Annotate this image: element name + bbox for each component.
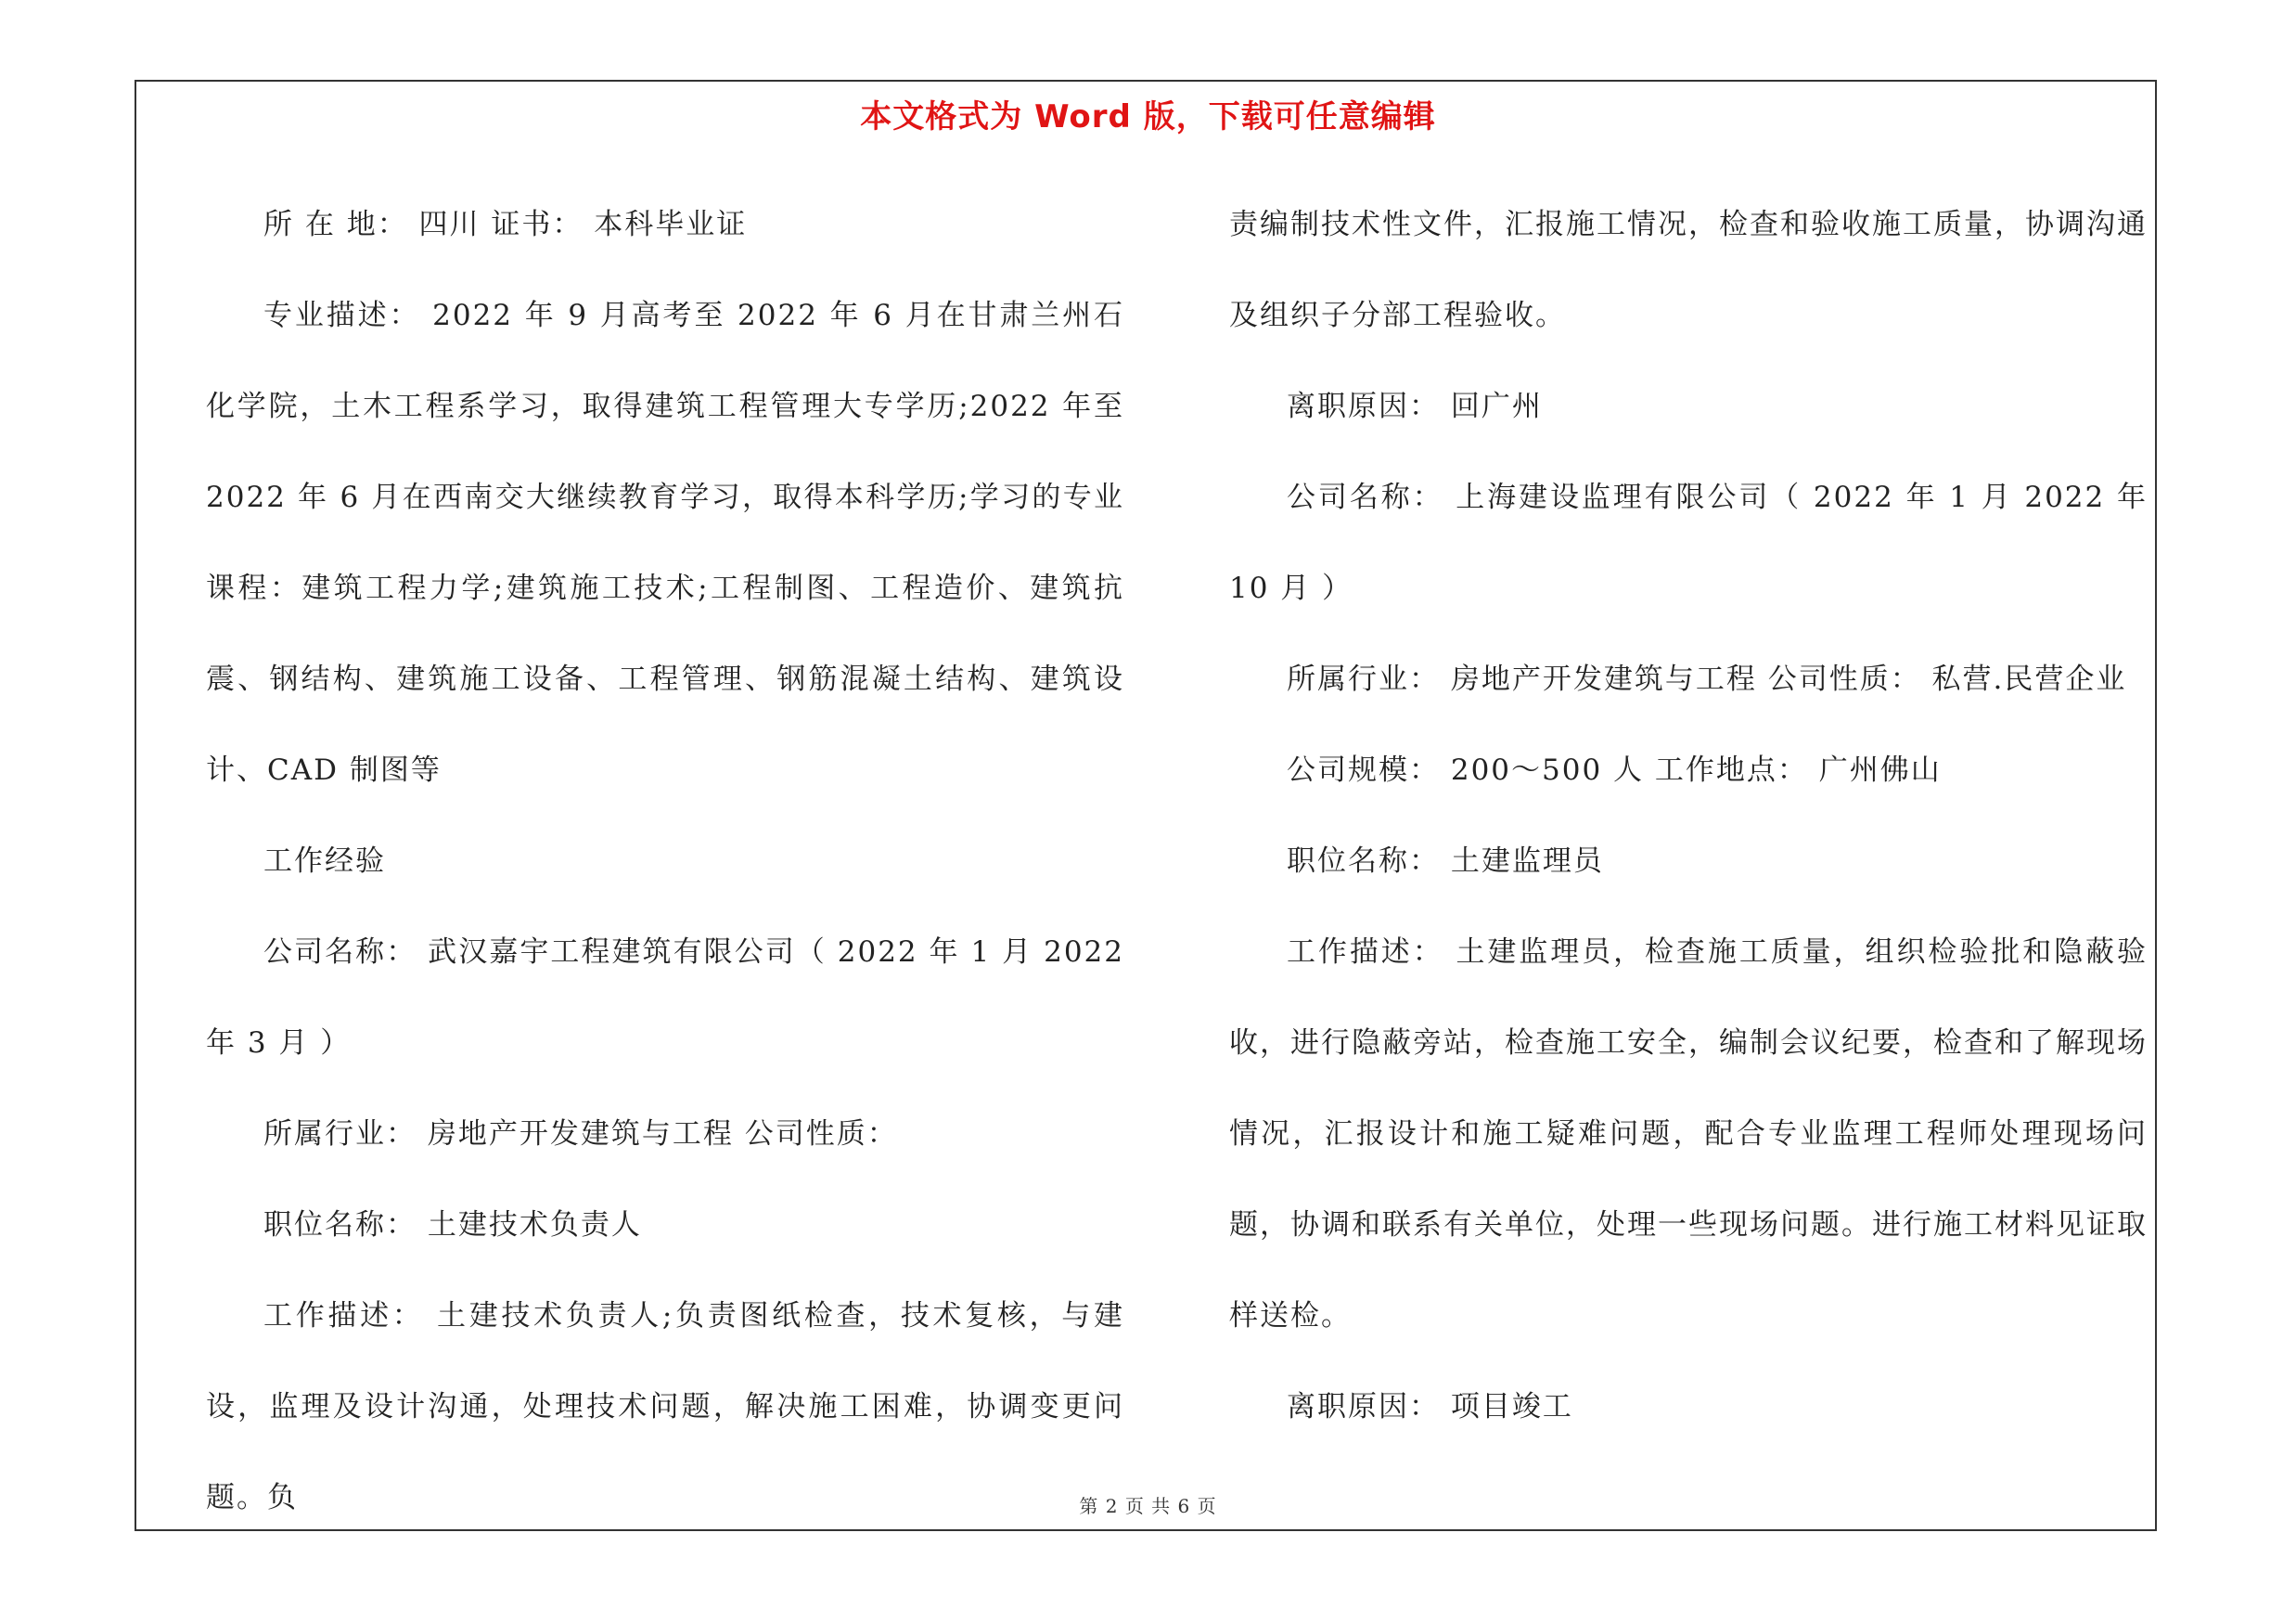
- leave-reason-1: 离职原因： 回广州: [1287, 390, 1543, 423]
- work-experience-heading: 工作经验: [263, 844, 386, 878]
- position-2: 职位名称： 土建监理员: [1287, 844, 1604, 878]
- location-certificate-line: 所 在 地： 四川 证书： 本科毕业证: [263, 208, 748, 241]
- industry-1: 所属行业： 房地产开发建筑与工程 公司性质：: [263, 1117, 898, 1151]
- industry-2: 所属行业： 房地产开发建筑与工程 公司性质： 私营.民营企业: [1287, 663, 2127, 696]
- page-number-footer: 第 2 页 共 6 页: [1079, 1495, 1217, 1517]
- job-description-2: 工作描述： 土建监理员，检查施工质量，组织检验批和隐蔽验收，进行隐蔽旁站，检查施工安全，编制会议纪要，检查和了解现场情况，汇报设计和施工疑难问题，配合专业监理工程师处理现场问题，协调和联系有关单位，处理一些现场问题。进行施工材料见证取样送检。: [1229, 935, 2148, 1333]
- job-description-1-continued: 责编制技术性文件，汇报施工情况，检查和验收施工质量，协调沟通及组织子分部工程验收。: [1229, 208, 2148, 332]
- leave-reason-2: 离职原因： 项目竣工: [1287, 1390, 1573, 1423]
- company-name-2: 公司名称： 上海建设监理有限公司（ 2022 年 1 月 2022 年 10 月 ）: [1229, 481, 2148, 605]
- major-description: 专业描述： 2022 年 9 月高考至 2022 年 6 月在甘肃兰州石化学院，土木工程系学习，取得建筑工程管理大专学历;2022 年至 2022 年 6 月在西南交大继续教育学习，取得本科学历;学习的专业课程：建筑工程力学;建筑施工技术;工程制图、工程造价、建筑抗震、钢结构、建筑施工设备、工程管理、钢筋混凝土结构、建筑设计、CAD 制图等: [206, 299, 1124, 787]
- right-column: [1229, 179, 2148, 1452]
- company-name-1: 公司名称： 武汉嘉宇工程建筑有限公司（ 2022 年 1 月 2022 年 3 月 ）: [206, 935, 1124, 1060]
- job-description-1: 工作描述： 土建技术负责人;负责图纸检查，技术复核，与建设，监理及设计沟通，处理技术问题，解决施工困难，协调变更问题。负: [206, 1299, 1124, 1514]
- format-banner: 本文格式为 Word 版，下载可任意编辑: [860, 98, 1436, 135]
- left-column: [206, 179, 1124, 1543]
- company-scale-2: 公司规模： 200～500 人 工作地点： 广州佛山: [1287, 754, 1942, 787]
- position-1: 职位名称： 土建技术负责人: [263, 1208, 642, 1242]
